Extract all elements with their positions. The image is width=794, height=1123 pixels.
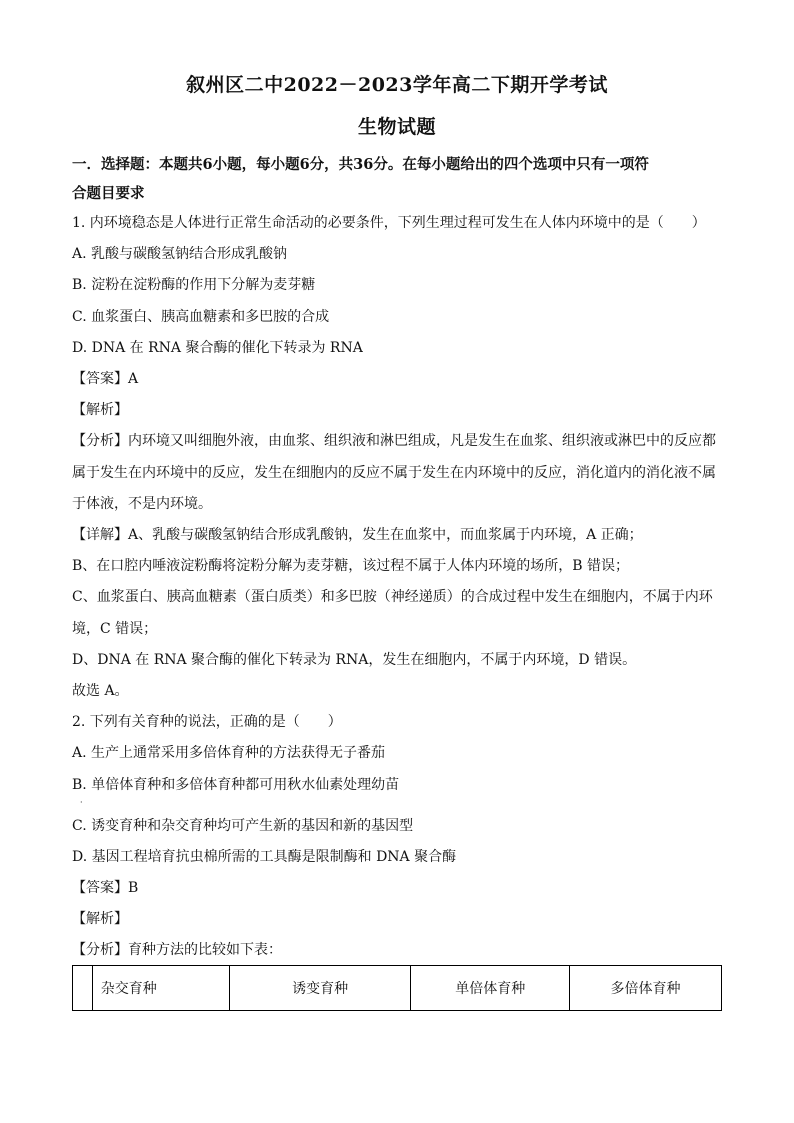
q1-answer: 【答案】A <box>72 371 139 387</box>
stray-dot: · <box>80 798 83 807</box>
q1-xiangjie-line1: 【详解】A、乳酸与碳酸氢钠结合形成乳酸钠，发生在血浆中，而血浆属于内环境，A 正确； <box>72 527 643 543</box>
table-header-cell-blank <box>73 966 93 1011</box>
q1-xiangjie-line5: D、DNA 在 RNA 聚合酶的催化下转录为 RNA，发生在细胞内，不属于内环境，D 错误。 <box>72 652 637 668</box>
q2-answer: 【答案】B <box>72 880 139 896</box>
q2-option-c: C. 诱变育种和杂交育种均可产生新的基因和新的基因型 <box>72 818 414 834</box>
q2-fenxi: 【分析】育种方法的比较如下表： <box>72 942 282 958</box>
table-header-cell-haploid: 单倍体育种 <box>411 966 570 1011</box>
breeding-comparison-table <box>72 965 722 1011</box>
q2-option-a: A. 生产上通常采用多倍体育种的方法获得无子番茄 <box>72 745 386 761</box>
table-header-row <box>73 966 722 1011</box>
q1-fenxi-line3: 于体液，不是内环境。 <box>72 496 212 512</box>
q1-stem: 1. 内环境稳态是人体进行正常生命活动的必要条件，下列生理过程可发生在人体内环境中的是（ ） <box>72 215 706 231</box>
section-heading-line2: 合题目要求 <box>72 185 145 202</box>
q1-option-b: B. 淀粉在淀粉酶的作用下分解为麦芽糖 <box>72 277 316 293</box>
q2-analysis-label: 【解析】 <box>72 911 128 927</box>
q1-option-c: C. 血浆蛋白、胰高血糖素和多巴胺的合成 <box>72 309 330 325</box>
q2-option-d: D. 基因工程培育抗虫棉所需的工具酶是限制酶和 DNA 聚合酶 <box>72 849 457 865</box>
q1-fenxi-line2: 属于发生在内环境中的反应，发生在细胞内的反应不属于发生在内环境中的反应，消化道内的消化液不属 <box>72 465 716 481</box>
q2-stem: 2. 下列有关育种的说法，正确的是（ ） <box>72 714 342 730</box>
q2-option-b: B. 单倍体育种和多倍体育种都可用秋水仙素处理幼苗 <box>72 777 400 793</box>
q1-conclusion: 故选 A。 <box>72 683 129 699</box>
exam-title: 叙州区二中2022－2023学年高二下期开学考试 <box>186 74 608 96</box>
q1-xiangjie-line3: C、血浆蛋白、胰高血糖素（蛋白质类）和多巴胺（神经递质）的合成过程中发生在细胞内，不属于内环 <box>72 589 713 605</box>
exam-subtitle: 生物试题 <box>357 116 436 138</box>
q1-analysis-label: 【解析】 <box>72 402 128 418</box>
table-header-cell-polyploid: 多倍体育种 <box>570 966 722 1011</box>
table-header-cell-mutation: 诱变育种 <box>229 966 410 1011</box>
q1-xiangjie-line4: 境，C 错误； <box>72 621 158 637</box>
q1-fenxi-line1: 【分析】内环境又叫细胞外液，由血浆、组织液和淋巴组成，凡是发生在血浆、组织液或淋巴中的反应都 <box>72 433 716 449</box>
q1-option-d: D. DNA 在 RNA 聚合酶的催化下转录为 RNA <box>72 340 363 356</box>
table-header-cell-hybrid: 杂交育种 <box>92 966 229 1011</box>
section-heading-line1: 一．选择题：本题共6小题，每小题6分，共36分。在每小题给出的四个选项中只有一项符 <box>72 156 649 173</box>
q1-xiangjie-line2: B、在口腔内唾液淀粉酶将淀粉分解为麦芽糖，该过程不属于人体内环境的场所，B 错误； <box>72 558 630 574</box>
q1-option-a: A. 乳酸与碳酸氢钠结合形成乳酸钠 <box>72 246 288 262</box>
